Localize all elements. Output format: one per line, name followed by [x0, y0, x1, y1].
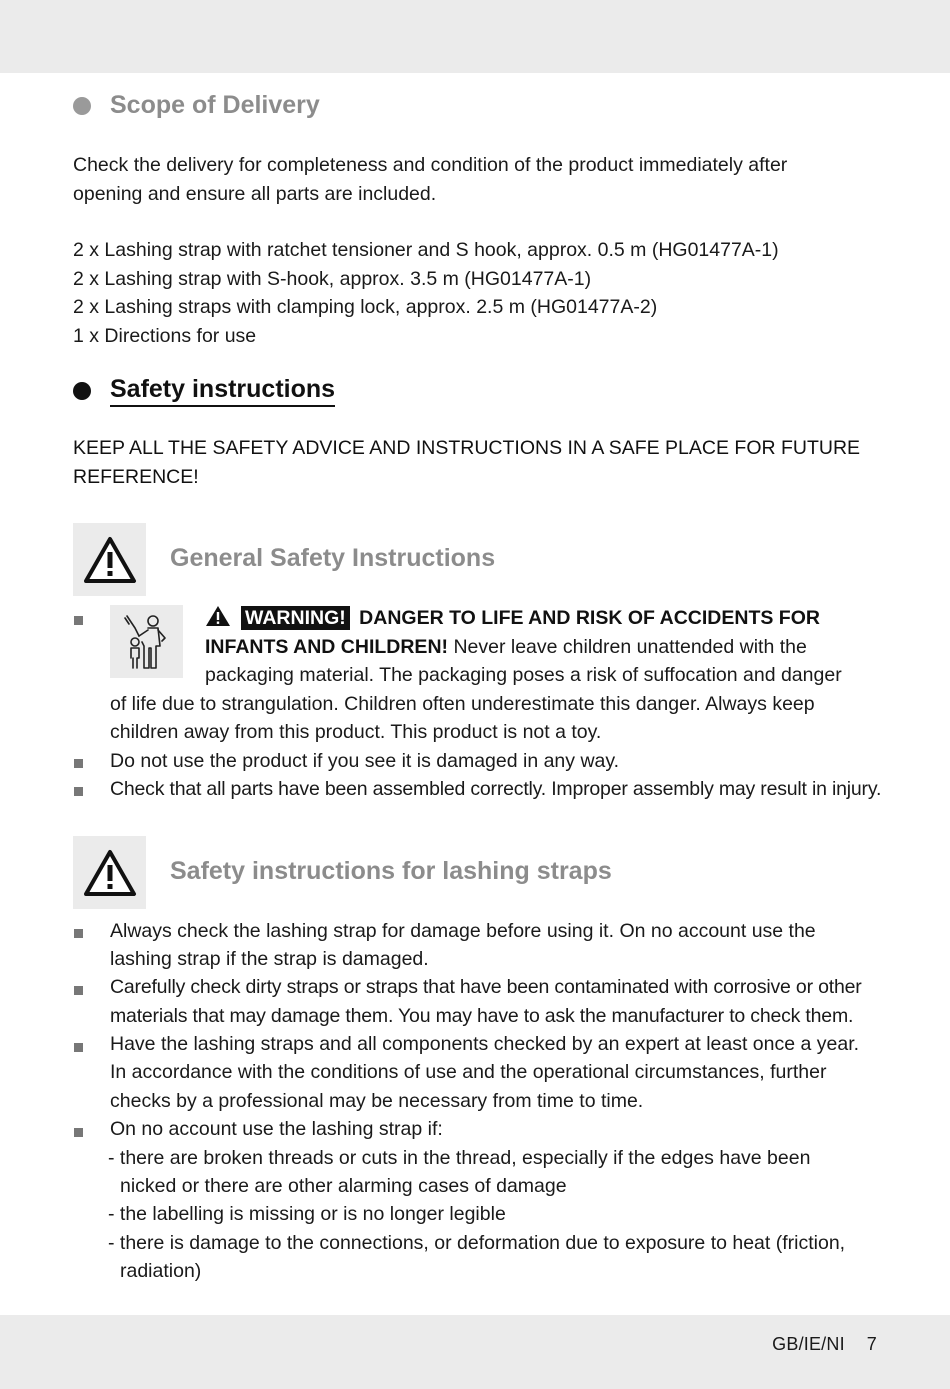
danger-children-text: INFANTS AND CHILDREN! [205, 636, 449, 658]
square-bullet-icon [74, 787, 83, 796]
keep-advice-line: KEEP ALL THE SAFETY ADVICE AND INSTRUCTIONS IN A SAFE PLACE FOR FUTURE [73, 437, 861, 459]
sub-list-item: - there are broken threads or cuts in the thread, especially if the edges have been [108, 1147, 811, 1169]
danger-line-2 [205, 633, 807, 662]
square-bullet-icon [74, 616, 83, 625]
list-item: 2 x Lashing straps with clamping lock, approx. 2.5 m (HG01477A-2) [73, 296, 658, 318]
warning-triangle-icon [83, 536, 137, 584]
scope-intro-line: opening and ensure all parts are included. [73, 182, 437, 205]
keep-advice-notice [73, 434, 860, 491]
square-bullet-icon [74, 759, 83, 768]
bullet-dot-icon [73, 382, 91, 400]
general-line: children away from this product. This product is not a toy. [110, 721, 602, 743]
lashing-bullet-1-line: lashing strap if the strap is damaged. [110, 948, 429, 970]
general-bullet-2: Do not use the product if you see it is damaged in any way. [110, 750, 620, 772]
safety-title: Safety instructions [110, 375, 335, 407]
warning-small-icon [205, 605, 231, 627]
scope-heading [73, 91, 320, 120]
lashing-bullet-3-line: checks by a professional may be necessary from time to time. [110, 1090, 644, 1112]
sub-list-item: - the labelling is missing or is no longer legible [108, 1203, 506, 1225]
general-safety-title: General Safety Instructions [170, 544, 496, 572]
sub-list-item: - there is damage to the connections, or deformation due to exposure to heat (friction, [108, 1232, 846, 1254]
warning-triangle-box [73, 523, 146, 596]
lashing-bullet-1-line: Always check the lashing strap for damage before using it. On no account use the [110, 920, 816, 942]
square-bullet-icon [74, 1043, 83, 1052]
square-bullet-icon [74, 929, 83, 938]
footer [772, 1334, 877, 1355]
list-item: 2 x Lashing strap with ratchet tensioner and S hook, approx. 0.5 m (HG01477A-1) [73, 239, 779, 261]
warning-triangle-icon [83, 849, 137, 897]
warning-triangle-box [73, 836, 146, 909]
warning-label: WARNING! [241, 606, 350, 630]
list-item: 1 x Directions for use [73, 324, 257, 347]
child-warning-box [110, 605, 183, 678]
lashing-bullet-2-line: materials that may damage them. You may have to ask the manufacturer to check them. [110, 1005, 854, 1027]
list-item: 2 x Lashing strap with S-hook, approx. 3.5 m (HG01477A-1) [73, 267, 592, 290]
keep-advice-line: REFERENCE! [73, 465, 199, 488]
general-bullet-3: Check that all parts have been assembled correctly. Improper assembly may result in injury. [110, 778, 882, 800]
safety-heading [73, 375, 335, 407]
sub-list-item: nicked or there are other alarming cases of damage [120, 1175, 567, 1197]
lashing-bullet-3-line: In accordance with the conditions of use and the operational circumstances, further [110, 1061, 827, 1083]
lashing-bullet-2-line: Carefully check dirty straps or straps that have been contaminated with corrosive or other [110, 976, 862, 998]
general-line: packaging material. The packaging poses a risk of suffocation and danger [205, 664, 842, 686]
child-hazard-icon [121, 612, 173, 672]
bullet-dot-icon [73, 97, 91, 115]
lashing-bullet-3-line: Have the lashing straps and all components checked by an expert at least once a year. [110, 1033, 860, 1055]
danger-rest-text: Never leave children unattended with the [448, 636, 807, 658]
lashing-bullet-4: On no account use the lashing strap if: [110, 1118, 443, 1140]
danger-heading-text: DANGER TO LIFE AND RISK OF ACCIDENTS FOR [359, 607, 820, 629]
square-bullet-icon [74, 1128, 83, 1137]
page-number: 7 [866, 1334, 877, 1354]
danger-line-1 [205, 604, 820, 633]
lashing-safety-title: Safety instructions for lashing straps [170, 857, 612, 885]
sub-list-item: radiation) [120, 1260, 202, 1282]
scope-items-list [73, 236, 779, 350]
scope-intro [73, 151, 787, 208]
header-band [0, 0, 950, 73]
footer-region: GB/IE/NI [772, 1334, 845, 1354]
square-bullet-icon [74, 986, 83, 995]
scope-title: Scope of Delivery [110, 91, 320, 119]
scope-intro-line: Check the delivery for completeness and condition of the product immediately after [73, 154, 788, 176]
general-line: of life due to strangulation. Children often underestimate this danger. Always keep [110, 693, 815, 715]
